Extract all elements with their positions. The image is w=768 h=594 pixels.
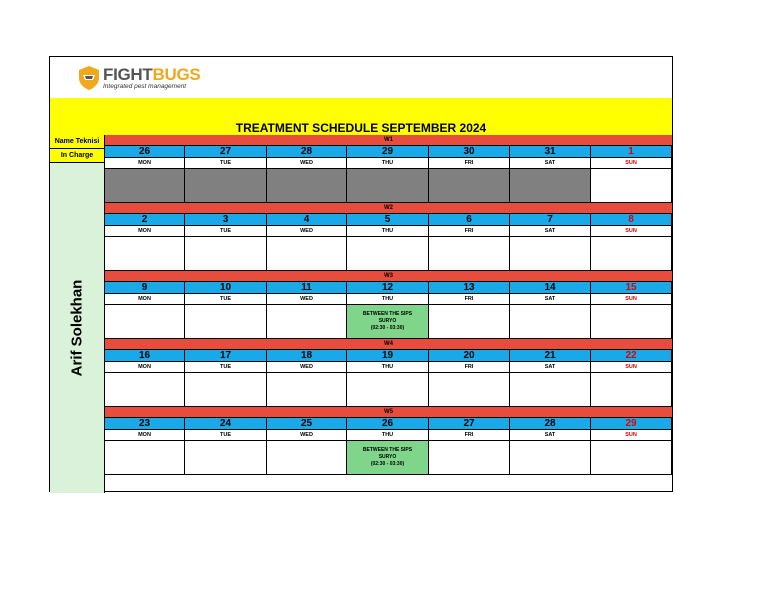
day-name: THU <box>347 294 429 304</box>
day-row <box>105 362 672 372</box>
day-row <box>105 294 672 304</box>
day-name: WED <box>267 362 347 372</box>
schedule-cell[interactable] <box>347 372 429 407</box>
treatment-line: SURYO <box>378 454 397 460</box>
cell-row <box>105 440 672 475</box>
day-name: SUN <box>591 430 672 440</box>
week-block <box>105 407 672 475</box>
day-name: THU <box>347 226 429 236</box>
day-name: SUN <box>591 158 672 168</box>
day-name: MON <box>105 430 185 440</box>
date-row <box>105 418 672 430</box>
page-title: TREATMENT SCHEDULE SEPTEMBER 2024 <box>50 121 672 136</box>
date-cell: 28 <box>267 146 347 158</box>
day-row <box>105 226 672 236</box>
treatment-line: BETWEEN THE SIPS <box>362 447 413 453</box>
treatment-cell[interactable] <box>347 440 429 475</box>
date-cell: 17 <box>185 350 267 362</box>
date-row <box>105 214 672 226</box>
date-cell: 28 <box>510 418 591 430</box>
day-name: THU <box>347 430 429 440</box>
day-name: WED <box>267 158 347 168</box>
schedule-cell[interactable] <box>185 304 267 339</box>
date-cell: 20 <box>429 350 510 362</box>
date-cell: 2 <box>105 214 185 226</box>
schedule-cell[interactable] <box>105 168 185 203</box>
day-name: FRI <box>429 158 510 168</box>
schedule-cell[interactable] <box>267 168 347 203</box>
date-row <box>105 350 672 362</box>
date-cell: 21 <box>510 350 591 362</box>
schedule-cell[interactable] <box>591 236 672 271</box>
schedule-sheet <box>49 56 673 492</box>
schedule-cell[interactable] <box>429 372 510 407</box>
date-cell: 5 <box>347 214 429 226</box>
cell-row <box>105 304 672 339</box>
day-name: MON <box>105 294 185 304</box>
schedule-cell[interactable] <box>429 440 510 475</box>
schedule-cell[interactable] <box>429 304 510 339</box>
date-cell: 6 <box>429 214 510 226</box>
schedule-cell[interactable] <box>510 168 591 203</box>
schedule-cell[interactable] <box>510 440 591 475</box>
date-cell: 25 <box>267 418 347 430</box>
schedule-cell[interactable] <box>591 440 672 475</box>
day-name: FRI <box>429 294 510 304</box>
week-label: W1 <box>105 135 672 146</box>
schedule-cell[interactable] <box>510 304 591 339</box>
in-charge-label: In Charge <box>50 149 105 163</box>
cell-row <box>105 236 672 271</box>
schedule-cell[interactable] <box>347 168 429 203</box>
technician-cell <box>50 163 105 493</box>
week-block <box>105 271 672 339</box>
week-label: W5 <box>105 407 672 418</box>
treatment-line: BETWEEN THE SIPS <box>362 311 413 317</box>
treatment-line: (02:30 - 03:30) <box>370 325 405 331</box>
date-cell: 29 <box>591 418 672 430</box>
week-label: W4 <box>105 339 672 350</box>
day-name: FRI <box>429 226 510 236</box>
day-name: SAT <box>510 294 591 304</box>
day-name: MON <box>105 362 185 372</box>
header-spacer <box>50 98 672 122</box>
treatment-line: (02:30 - 03:30) <box>370 461 405 467</box>
technician-column <box>50 135 105 377</box>
schedule-cell[interactable] <box>185 168 267 203</box>
date-cell: 26 <box>347 418 429 430</box>
schedule-cell[interactable] <box>591 372 672 407</box>
schedule-cell[interactable] <box>429 168 510 203</box>
day-name: SAT <box>510 226 591 236</box>
schedule-cell[interactable] <box>510 236 591 271</box>
day-name: TUE <box>185 294 267 304</box>
day-name: TUE <box>185 158 267 168</box>
date-cell: 15 <box>591 282 672 294</box>
technician-label: Name Teknisi <box>50 135 105 149</box>
schedule-cell[interactable] <box>105 236 185 271</box>
schedule-cell[interactable] <box>267 372 347 407</box>
week-block <box>105 135 672 203</box>
date-row <box>105 146 672 158</box>
technician-name: Arif Solekhan <box>68 279 86 377</box>
brand-name: FIGHTBUGS <box>103 64 201 84</box>
date-cell: 1 <box>591 146 672 158</box>
schedule-cell[interactable] <box>185 236 267 271</box>
schedule-cell[interactable] <box>267 304 347 339</box>
day-name: WED <box>267 226 347 236</box>
date-cell: 27 <box>429 418 510 430</box>
date-cell: 29 <box>347 146 429 158</box>
day-name: SAT <box>510 430 591 440</box>
day-row <box>105 158 672 168</box>
day-name: SAT <box>510 362 591 372</box>
cell-row <box>105 168 672 203</box>
date-cell: 9 <box>105 282 185 294</box>
date-cell: 26 <box>105 146 185 158</box>
day-row <box>105 430 672 440</box>
date-cell: 13 <box>429 282 510 294</box>
treatment-cell[interactable] <box>347 304 429 339</box>
cell-row <box>105 372 672 407</box>
schedule-cell[interactable] <box>267 236 347 271</box>
date-cell: 31 <box>510 146 591 158</box>
schedule-cell[interactable] <box>185 440 267 475</box>
date-cell: 23 <box>105 418 185 430</box>
date-cell: 7 <box>510 214 591 226</box>
schedule-cell[interactable] <box>105 440 185 475</box>
day-name: SUN <box>591 226 672 236</box>
date-cell: 27 <box>185 146 267 158</box>
date-cell: 30 <box>429 146 510 158</box>
date-cell: 12 <box>347 282 429 294</box>
week-label: W2 <box>105 203 672 214</box>
date-cell: 22 <box>591 350 672 362</box>
day-name: THU <box>347 362 429 372</box>
date-cell: 19 <box>347 350 429 362</box>
schedule-cell[interactable] <box>429 236 510 271</box>
date-cell: 24 <box>185 418 267 430</box>
day-name: FRI <box>429 430 510 440</box>
calendar-grid <box>105 135 672 475</box>
day-name: THU <box>347 158 429 168</box>
day-name: TUE <box>185 430 267 440</box>
date-cell: 14 <box>510 282 591 294</box>
shield-icon <box>78 65 100 91</box>
date-cell: 18 <box>267 350 347 362</box>
day-name: WED <box>267 430 347 440</box>
day-name: TUE <box>185 226 267 236</box>
day-name: MON <box>105 158 185 168</box>
date-cell: 16 <box>105 350 185 362</box>
brand-tagline: Integrated pest management <box>103 82 187 90</box>
schedule-cell[interactable] <box>105 372 185 407</box>
week-label: W3 <box>105 271 672 282</box>
brand-logo <box>78 62 200 94</box>
date-cell: 10 <box>185 282 267 294</box>
date-cell: 8 <box>591 214 672 226</box>
schedule-cell[interactable] <box>510 372 591 407</box>
date-cell: 3 <box>185 214 267 226</box>
header-logo-row <box>50 57 672 99</box>
schedule-cell[interactable] <box>347 236 429 271</box>
date-cell: 11 <box>267 282 347 294</box>
schedule-cell[interactable] <box>185 372 267 407</box>
day-name: MON <box>105 226 185 236</box>
week-block <box>105 203 672 271</box>
schedule-cell[interactable] <box>105 304 185 339</box>
schedule-cell[interactable] <box>267 440 347 475</box>
schedule-cell[interactable] <box>591 304 672 339</box>
day-name: FRI <box>429 362 510 372</box>
day-name: WED <box>267 294 347 304</box>
day-name: TUE <box>185 362 267 372</box>
schedule-cell[interactable] <box>591 168 672 203</box>
treatment-line: SURYO <box>378 318 397 324</box>
week-block <box>105 339 672 407</box>
date-row <box>105 282 672 294</box>
date-cell: 4 <box>267 214 347 226</box>
day-name: SUN <box>591 362 672 372</box>
day-name: SAT <box>510 158 591 168</box>
day-name: SUN <box>591 294 672 304</box>
